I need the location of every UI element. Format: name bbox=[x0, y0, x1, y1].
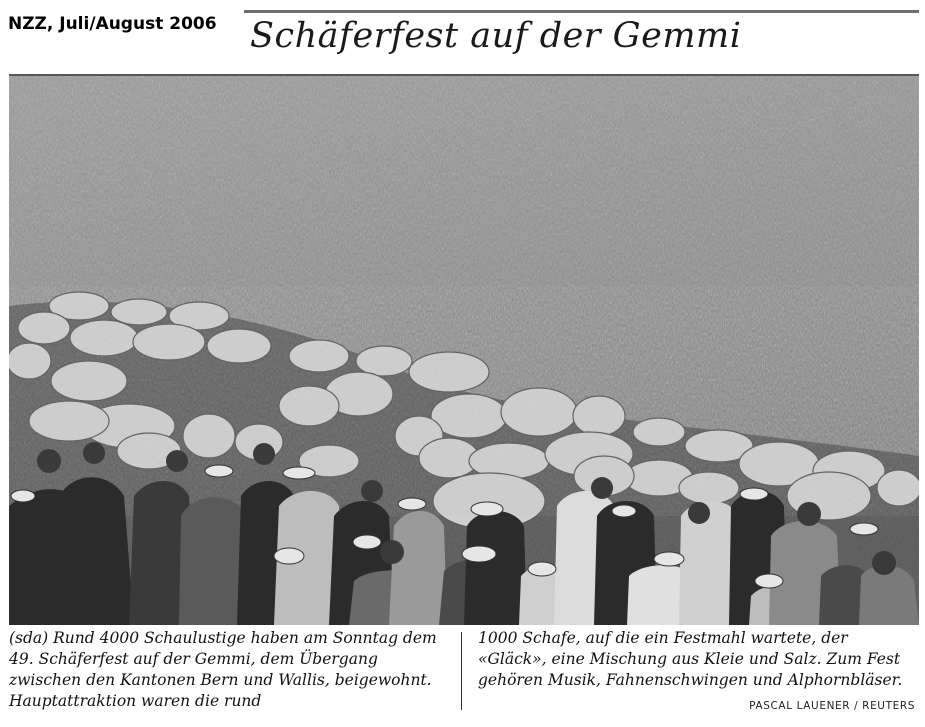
photo-credit: PASCAL LAUENER / REUTERS bbox=[749, 700, 915, 712]
column-divider bbox=[461, 632, 462, 710]
caption-column-2: 1000 Schafe, auf die ein Festmahl wartete, der «Gläck», eine Mischung aus Kleie und Salz. Zum Fest gehören Musik, Fahnenschwingen und Alphornbläser. bbox=[478, 629, 903, 689]
news-photo bbox=[9, 74, 919, 625]
source-label: NZZ, Juli/August 2006 bbox=[8, 14, 217, 34]
caption-column-1: (sda) Rund 4000 Schaulustige haben am Sonntag dem 49. Schäferfest auf der Gemmi, dem Übergang zwischen den Kantonen Bern und Wallis, beigewohnt. Hauptattraktion waren die rund bbox=[9, 629, 437, 710]
top-rule bbox=[244, 10, 919, 13]
headline: Schäferfest auf der Gemmi bbox=[250, 16, 742, 56]
